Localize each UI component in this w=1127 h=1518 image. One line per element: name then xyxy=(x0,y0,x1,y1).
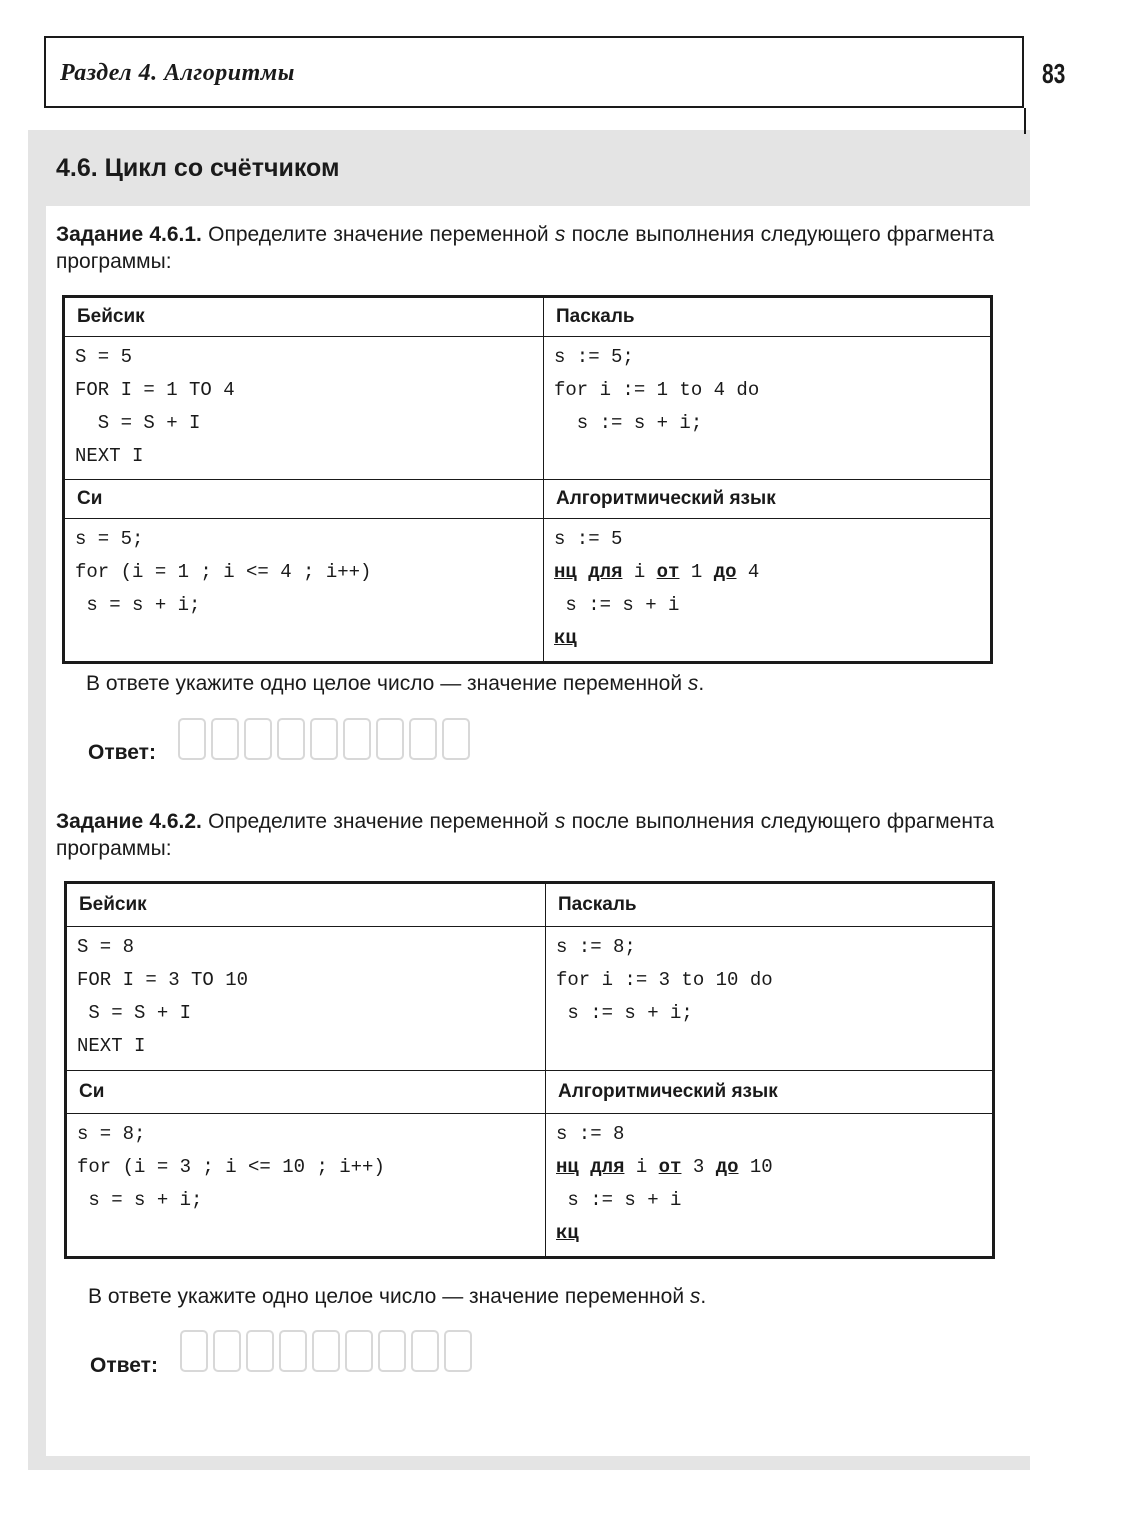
code-line: FOR I = 3 TO 10 xyxy=(77,969,249,991)
answer-cell[interactable] xyxy=(411,1330,439,1372)
code-line: FOR I = 1 TO 4 xyxy=(75,379,235,401)
code-line: s := 8; xyxy=(556,936,636,958)
answer-cell[interactable] xyxy=(178,718,206,760)
task-2-code-table xyxy=(64,881,995,1259)
task-1-text: Определите значение переменной xyxy=(201,223,555,246)
code-line: for (i = 3 ; i <= 10 ; i++) xyxy=(77,1156,385,1178)
header-pascal: Паскаль xyxy=(544,297,992,337)
keyword: кц xyxy=(554,627,577,649)
section-title: 4.6. Цикл со счётчиком xyxy=(56,154,340,182)
section-header xyxy=(44,36,1024,108)
code-line xyxy=(556,1217,982,1250)
code-c xyxy=(66,1114,546,1258)
task-2-answer-instruction xyxy=(88,1285,706,1309)
divider xyxy=(1024,108,1026,134)
code-line: s := s + i xyxy=(556,1189,682,1211)
code-line: S = S + I xyxy=(77,1002,192,1024)
answer-cell[interactable] xyxy=(409,718,437,760)
task-2-text-end: после выполнения следующего фрагмента программы: xyxy=(56,810,994,860)
note-var: s xyxy=(689,1285,701,1308)
keyword: для xyxy=(590,1156,625,1178)
answer-cell[interactable] xyxy=(376,718,404,760)
page-number: 83 xyxy=(1042,58,1066,89)
code-token: 3 xyxy=(681,1156,716,1178)
code-line: s = s + i; xyxy=(75,594,201,616)
section-header-title: Раздел 4. Алгоритмы xyxy=(60,60,295,86)
header-c: Си xyxy=(66,1071,546,1114)
keyword: от xyxy=(658,1156,682,1178)
code-line: S = 5 xyxy=(75,346,133,368)
code-basic xyxy=(64,337,544,480)
task-1-answer-instruction xyxy=(86,672,704,696)
keyword: нц xyxy=(556,1156,579,1178)
task-2-label: Задание 4.6.2. xyxy=(56,810,202,833)
answer-cell[interactable] xyxy=(343,718,371,760)
answer-cell[interactable] xyxy=(213,1330,241,1372)
code-line xyxy=(556,1151,982,1184)
code-algo xyxy=(546,1114,994,1258)
task-2-answer-cells[interactable] xyxy=(180,1328,477,1372)
task-1-statement xyxy=(56,221,994,275)
code-line: s := 5; xyxy=(554,346,634,368)
header-c: Си xyxy=(64,480,544,519)
answer-cell[interactable] xyxy=(444,1330,472,1372)
code-line xyxy=(554,556,980,589)
code-algo xyxy=(544,519,992,663)
code-line: for i := 1 to 4 do xyxy=(554,379,760,401)
code-c xyxy=(64,519,544,663)
answer-cell[interactable] xyxy=(277,718,305,760)
header-algo: Алгоритмический язык xyxy=(546,1071,994,1114)
code-line: NEXT I xyxy=(77,1035,146,1057)
task-1-answer-label: Ответ: xyxy=(88,741,156,764)
keyword: кц xyxy=(556,1222,579,1244)
code-line: for (i = 1 ; i <= 4 ; i++) xyxy=(75,561,372,583)
code-line: S = S + I xyxy=(75,412,201,434)
task-2-statement xyxy=(56,808,994,862)
keyword: до xyxy=(713,561,737,583)
task-1-var: s xyxy=(554,223,566,246)
header-algo: Алгоритмический язык xyxy=(544,480,992,519)
code-line: s := s + i; xyxy=(556,1002,693,1024)
code-line: s := s + i; xyxy=(554,412,703,434)
code-token: 4 xyxy=(736,561,760,583)
answer-cell[interactable] xyxy=(246,1330,274,1372)
note-end: . xyxy=(700,1285,707,1308)
code-line: s = 8; xyxy=(77,1123,146,1145)
code-line: s = s + i; xyxy=(77,1189,203,1211)
keyword: до xyxy=(715,1156,739,1178)
task-2-answer-label: Ответ: xyxy=(90,1354,158,1377)
code-basic xyxy=(66,927,546,1071)
answer-cell[interactable] xyxy=(310,718,338,760)
answer-cell[interactable] xyxy=(180,1330,208,1372)
note-text: В ответе укажите одно целое число — значение переменной xyxy=(88,1285,690,1308)
answer-cell[interactable] xyxy=(211,718,239,760)
answer-cell[interactable] xyxy=(279,1330,307,1372)
code-token: i xyxy=(624,1156,659,1178)
code-pascal xyxy=(546,927,994,1071)
task-2-text: Определите значение переменной xyxy=(201,810,555,833)
code-line: S = 8 xyxy=(77,936,135,958)
answer-cell[interactable] xyxy=(378,1330,406,1372)
answer-cell[interactable] xyxy=(442,718,470,760)
answer-cell[interactable] xyxy=(345,1330,373,1372)
code-line: s := s + i xyxy=(554,594,680,616)
code-token: 1 xyxy=(679,561,714,583)
answer-cell[interactable] xyxy=(244,718,272,760)
task-1-code-table xyxy=(62,295,993,664)
code-token: i xyxy=(622,561,657,583)
header-basic: Бейсик xyxy=(64,297,544,337)
note-var: s xyxy=(687,672,699,695)
header-basic: Бейсик xyxy=(66,883,546,927)
keyword: для xyxy=(588,561,623,583)
code-line: for i := 3 to 10 do xyxy=(556,969,773,991)
task-1-text-end: после выполнения следующего фрагмента программы: xyxy=(56,223,994,273)
answer-cell[interactable] xyxy=(312,1330,340,1372)
code-pascal xyxy=(544,337,992,480)
code-line: s := 8 xyxy=(556,1123,625,1145)
keyword: от xyxy=(656,561,680,583)
task-1-label: Задание 4.6.1. xyxy=(56,223,202,246)
note-text: В ответе укажите одно целое число — значение переменной xyxy=(86,672,688,695)
code-line: s := 5 xyxy=(554,528,623,550)
code-line xyxy=(554,622,980,655)
task-1-answer-cells[interactable] xyxy=(178,716,475,760)
task-2-var: s xyxy=(554,810,566,833)
keyword: нц xyxy=(554,561,577,583)
header-pascal: Паскаль xyxy=(546,883,994,927)
code-token: 10 xyxy=(738,1156,773,1178)
note-end: . xyxy=(698,672,705,695)
code-line: s = 5; xyxy=(75,528,144,550)
code-line: NEXT I xyxy=(75,445,144,467)
